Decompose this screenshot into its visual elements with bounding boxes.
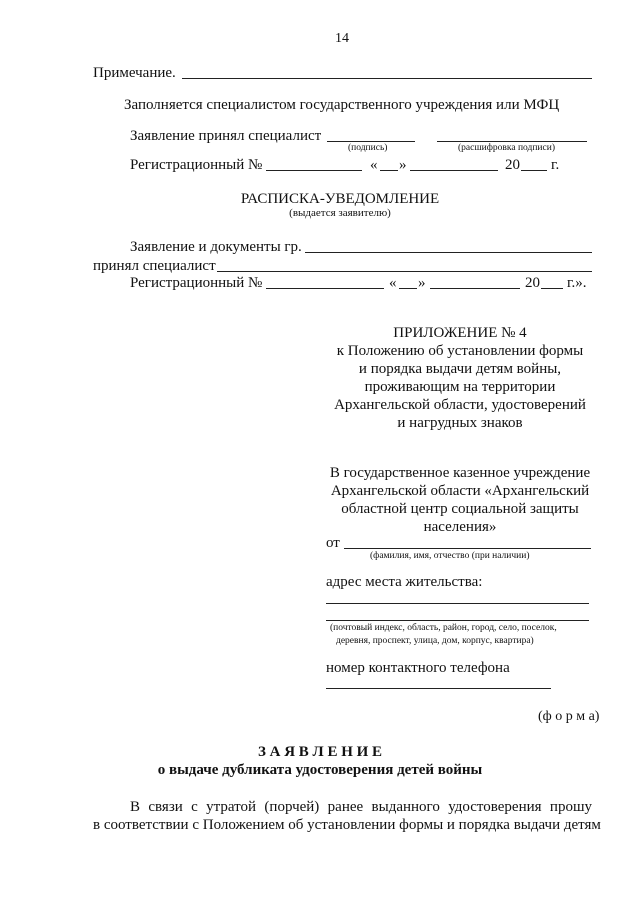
address-line-1[interactable] <box>326 603 589 604</box>
receipt-title: РАСПИСКА-УВЕДОМЛЕНИЕ <box>240 191 440 207</box>
year-prefix: 20 <box>505 157 520 173</box>
accepted-by-label: Заявление принял специалист <box>130 128 322 144</box>
year-line[interactable] <box>521 170 547 171</box>
phone-label: номер контактного телефона <box>326 660 510 676</box>
address-hint-1: (почтовый индекс, область, район, город, село, поселок, <box>330 623 557 633</box>
month-line[interactable] <box>410 170 498 171</box>
statement-subtitle: о выдаче дубликата удостоверения детей войны <box>157 762 483 778</box>
appendix-title: ПРИЛОЖЕНИЕ № 4 <box>393 325 527 341</box>
year-suffix-2: г.». <box>567 275 587 291</box>
fio-hint: (фамилия, имя, отчество (при наличии) <box>370 551 530 561</box>
address-label: адрес места жительства: <box>326 574 483 590</box>
year-line-2[interactable] <box>541 288 563 289</box>
citizen-name-line[interactable] <box>305 252 592 253</box>
year-prefix-2: 20 <box>525 275 540 291</box>
addressee-line: населения» <box>423 519 497 535</box>
day-line-2[interactable] <box>399 288 417 289</box>
day-quote-open: « <box>370 157 378 173</box>
page-number: 14 <box>335 31 349 46</box>
addressee-line: В государственное казенное учреждение <box>329 465 591 481</box>
from-label: от <box>326 535 340 551</box>
registration-label: Регистрационный № <box>130 157 263 173</box>
day-quote-close: » <box>399 157 407 173</box>
signature-hint: (подпись) <box>348 143 388 153</box>
day-quote-open-2: « <box>389 275 397 291</box>
appendix-line: к Положению об установлении формы <box>336 343 584 359</box>
addressee-line: Архангельской области «Архангельский <box>330 483 590 499</box>
receipt-subtitle: (выдается заявителю) <box>289 207 391 219</box>
signature-decode-hint: (расшифровка подписи) <box>458 143 555 153</box>
appendix-line: Архангельской области, удостоверений <box>334 397 586 413</box>
body-paragraph-line-2: в соответствии с Положением об установлении формы и порядка выдачи детям <box>93 817 601 833</box>
month-line-2[interactable] <box>430 288 520 289</box>
day-quote-close-2: » <box>418 275 426 291</box>
specialist-line[interactable] <box>217 271 592 272</box>
filled-by-text: Заполняется специалистом государственного учреждения или МФЦ <box>124 97 560 113</box>
form-label: (ф о р м а) <box>538 709 600 724</box>
note-line[interactable] <box>182 78 592 79</box>
year-suffix: г. <box>551 157 560 173</box>
day-line[interactable] <box>380 170 398 171</box>
registration-number-line-2[interactable] <box>266 288 384 289</box>
registration-number-line[interactable] <box>266 170 362 171</box>
docs-label: Заявление и документы гр. <box>130 239 302 255</box>
phone-line[interactable] <box>326 688 551 689</box>
body-paragraph-line-1: В связи с утратой (порчей) ранее выданного удостоверения прошу <box>130 799 592 815</box>
signature-decode-line[interactable] <box>437 141 587 142</box>
address-hint-2: деревня, проспект, улица, дом, корпус, квартира) <box>336 636 534 646</box>
accepted-short-label: принял специалист <box>93 258 216 274</box>
statement-title: З А Я В Л Е Н И Е <box>257 744 383 760</box>
addressee-line: областной центр социальной защиты <box>341 501 579 517</box>
address-line-2[interactable] <box>326 620 589 621</box>
appendix-line: и порядка выдачи детям войны, <box>358 361 562 377</box>
registration-label-2: Регистрационный № <box>130 275 263 291</box>
appendix-line: и нагрудных знаков <box>397 415 523 431</box>
appendix-line: проживающим на территории <box>364 379 556 395</box>
applicant-name-line[interactable] <box>344 548 591 549</box>
note-label: Примечание. <box>93 65 176 81</box>
signature-line[interactable] <box>327 141 415 142</box>
